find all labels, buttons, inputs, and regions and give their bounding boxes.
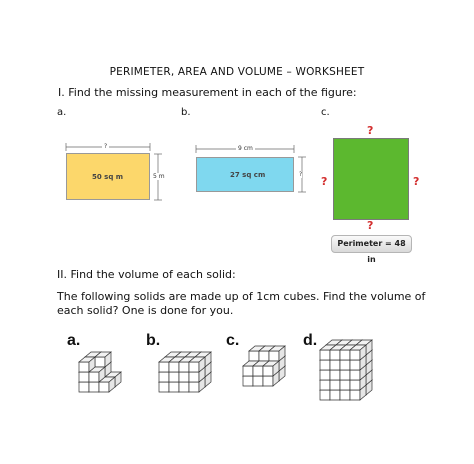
solid-a-cube-8-front: [89, 382, 99, 392]
solid-b-cube-14-front: [179, 382, 189, 392]
solid-b-cube-20-front: [159, 362, 169, 372]
section2-instructions: The following solids are made up of 1cm cubes. Find the volume of each solid? One is done for you.: [57, 290, 426, 317]
figure-a-side-dimension: 5 m: [153, 173, 165, 180]
solid-c-cube-12-front: [243, 366, 253, 376]
solid-c-cube-7-front: [259, 351, 269, 361]
solid-c-cube-13-front: [253, 366, 263, 376]
figure-b-label: b.: [181, 107, 191, 118]
solid-b-cube-19-front: [189, 372, 199, 382]
square-c-right-question: ?: [413, 175, 420, 188]
solid-c-cube-6-front: [249, 351, 259, 361]
solid-d-cube-21-front: [330, 390, 340, 400]
solid-a-cube-7-front: [79, 382, 89, 392]
solid-c-cube-11-front: [263, 376, 273, 386]
solid-b-cube-18-front: [179, 372, 189, 382]
solid-a-cube-9-front: [99, 382, 109, 392]
square-c-left-question: ?: [321, 175, 328, 188]
solid-c-cube-14-front: [263, 366, 273, 376]
solid-b-cube-21-front: [169, 362, 179, 372]
solid-a-cube-11-front: [89, 372, 99, 382]
square-c-bottom-question: ?: [367, 219, 374, 232]
solid-d-cube-37-front: [330, 350, 340, 360]
solid-d-cube-30-front: [340, 370, 350, 380]
solid-b-cube-22-front: [179, 362, 189, 372]
solid-a-cube-10-front: [79, 372, 89, 382]
solid-d-cube-25-front: [330, 380, 340, 390]
solid-c-cube-9-front: [243, 376, 253, 386]
square-c-top-question: ?: [367, 124, 374, 137]
solid-c-cube-10-front: [253, 376, 263, 386]
solid-d-cube-33-front: [330, 360, 340, 370]
solid-d-cube-35-front: [350, 360, 360, 370]
solid-d-cube-26-front: [340, 380, 350, 390]
solid-d-cube-28-front: [320, 370, 330, 380]
solid-d-cube-23-front: [350, 390, 360, 400]
solid-d-cube-27-front: [350, 380, 360, 390]
solid-d-cube-39-front: [350, 350, 360, 360]
solid-a-cube-6-front: [95, 357, 105, 367]
figure-b-side-dimension: ?: [299, 171, 303, 178]
solid-b-cube-23-front: [189, 362, 199, 372]
figure-a-label: a.: [57, 107, 67, 118]
solid-c-cube-8-front: [269, 351, 279, 361]
section1-heading: I. Find the missing measurement in each of the figure:: [58, 86, 357, 99]
solid-d-cube-29-front: [330, 370, 340, 380]
solid-d-cube-38-front: [340, 350, 350, 360]
solid-d-cube-34-front: [340, 360, 350, 370]
section2-heading: II. Find the volume of each solid:: [57, 268, 236, 281]
solid-a-cube-12-front: [79, 362, 89, 372]
solid-d-cube-31-front: [350, 370, 360, 380]
solid-d-label: d.: [303, 332, 318, 349]
figure-a-top-dimension: ?: [104, 143, 108, 150]
perimeter-badge: Perimeter = 48 in: [331, 235, 412, 253]
figure-b-top-dimension: 9 cm: [238, 145, 253, 152]
solid-b-cube-15-front: [189, 382, 199, 392]
solid-d-cube-22-front: [340, 390, 350, 400]
solid-c-label: c.: [226, 332, 240, 349]
figure-c-label: c.: [321, 107, 330, 118]
solid-b-cube-13-front: [169, 382, 179, 392]
solid-d-cube-24-front: [320, 380, 330, 390]
solid-b-cube-17-front: [169, 372, 179, 382]
solid-b-label: b.: [146, 332, 161, 349]
figure-a-area: 50 sq m: [92, 173, 124, 181]
solid-b-cube-12-front: [159, 382, 169, 392]
solid-d-cube-32-front: [320, 360, 330, 370]
worksheet-title: PERIMETER, AREA AND VOLUME – WORKSHEET: [109, 66, 365, 78]
solid-a-label: a.: [67, 332, 81, 349]
solid-d-cube-36-front: [320, 350, 330, 360]
solid-b-cube-16-front: [159, 372, 169, 382]
solid-d-cube-20-front: [320, 390, 330, 400]
figure-b-area: 27 sq cm: [230, 171, 266, 179]
